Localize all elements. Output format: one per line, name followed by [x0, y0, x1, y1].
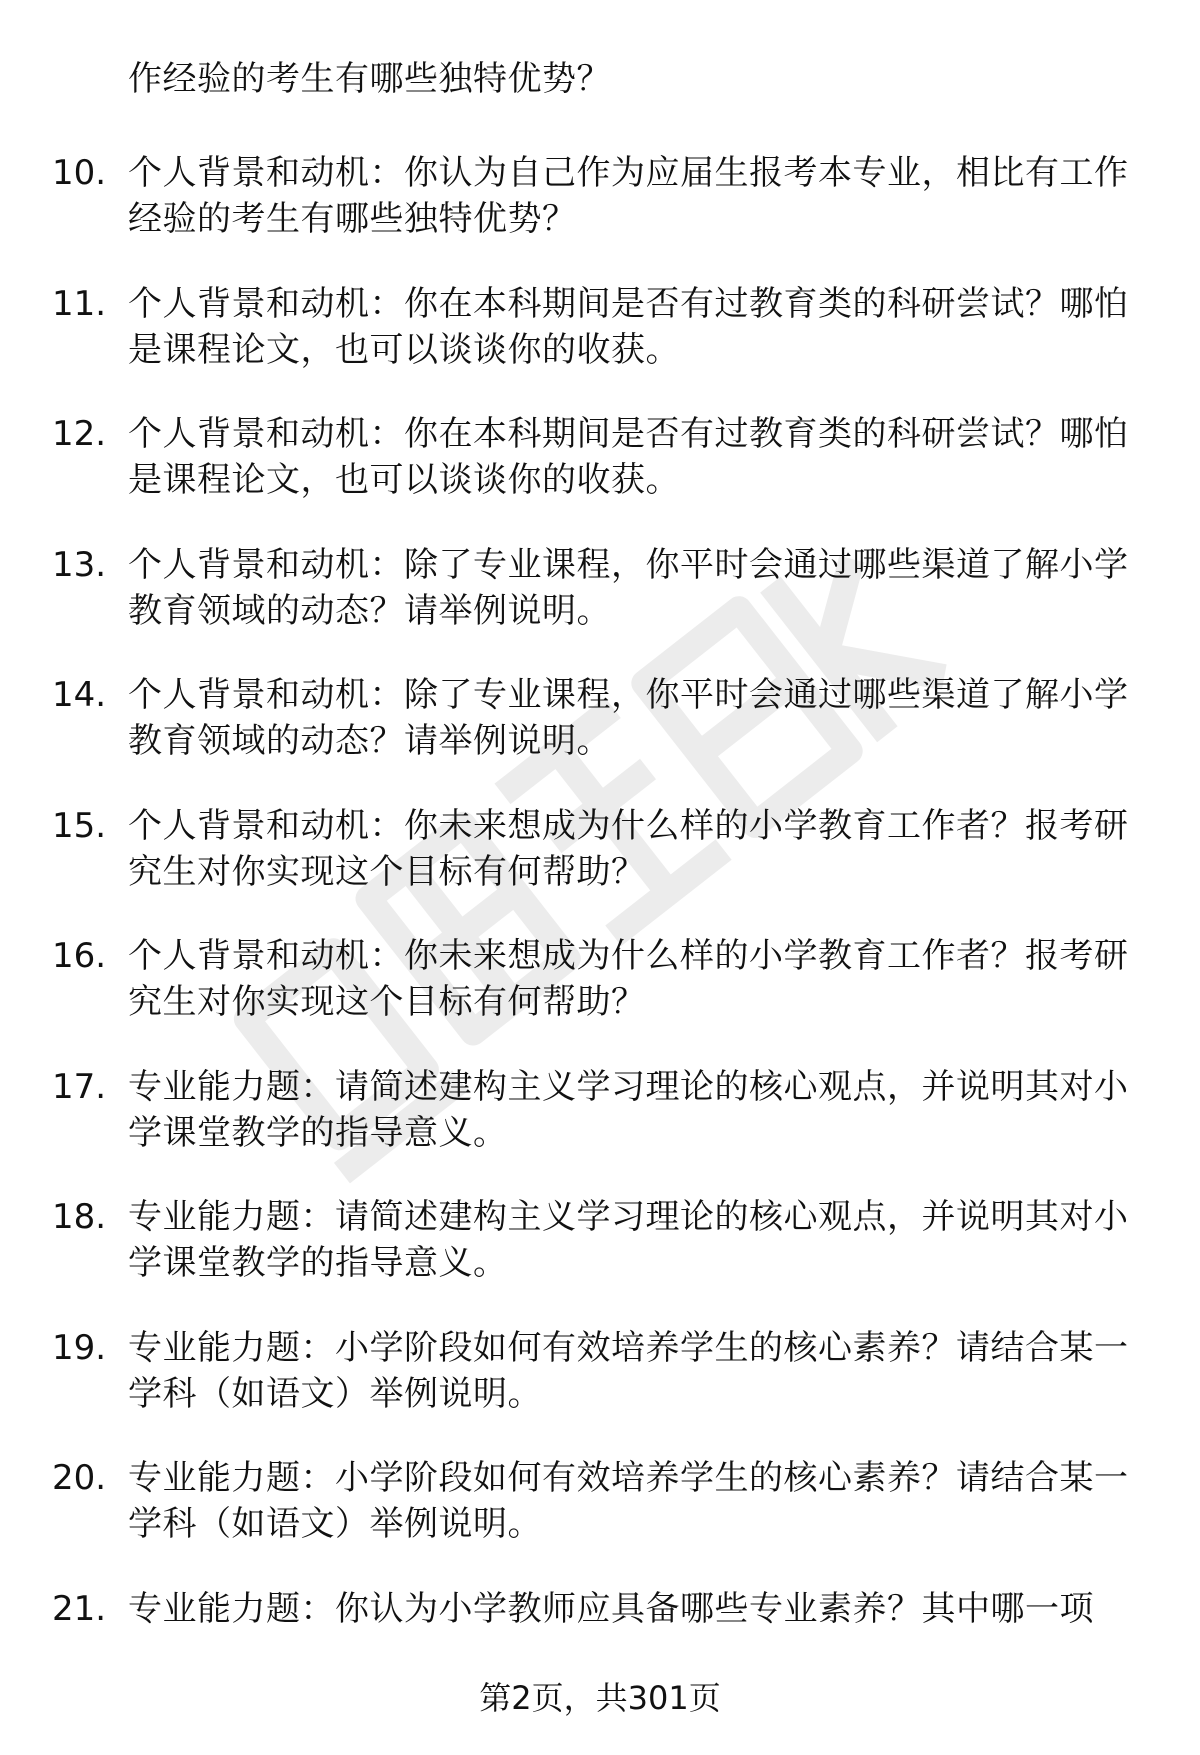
question-text: 个人背景和动机：你未来想成为什么样的小学教育工作者？报考研究生对你实现这个目标有何帮助？ [128, 805, 1129, 892]
question-number: 12. [52, 414, 107, 454]
continuation-text: 作经验的考生有哪些独特优势？ [128, 59, 611, 99]
list-item [0, 1315, 1200, 1425]
list-item [0, 1054, 1200, 1164]
list-item [0, 532, 1200, 642]
question-text: 专业能力题：小学阶段如何有效培养学生的核心素养？请结合某一学科（如语文）举例说明。 [128, 1458, 1129, 1544]
question-number: 19. [52, 1327, 107, 1368]
question-text: 专业能力题：请简述建构主义学习理论的核心观点，并说明其对小学课堂教学的指导意义。 [128, 1197, 1129, 1283]
question-text: 个人背景和动机：你认为自己作为应届生报考本专业，相比有工作经验的考生有哪些独特优势？ [128, 153, 1129, 239]
question-text: 专业能力题：请简述建构主义学习理论的核心观点，并说明其对小学课堂教学的指导意义。 [128, 1066, 1129, 1153]
question-number: 20. [52, 1458, 107, 1498]
question-text: 个人背景和动机：你在本科期间是否有过教育类的科研尝试？哪怕是课程论文，也可以谈谈你的收获。 [128, 414, 1129, 500]
list-item [0, 793, 1200, 903]
list-item [0, 1445, 1200, 1555]
question-number: 18. [52, 1197, 107, 1237]
list-item [0, 401, 1200, 511]
list-item [0, 140, 1200, 250]
question-text: 个人背景和动机：除了专业课程，你平时会通过哪些渠道了解小学教育领域的动态？请举例说明。 [128, 544, 1129, 631]
question-number: 15. [52, 805, 107, 846]
question-number: 21. [52, 1588, 107, 1629]
question-number: 10. [52, 153, 107, 193]
question-number: 13. [52, 544, 107, 585]
question-text: 专业能力题：你认为小学教师应具备哪些专业素养？其中哪一项 [128, 1588, 1094, 1629]
question-list [0, 140, 1200, 1706]
question-number: 11. [52, 283, 107, 324]
question-text: 个人背景和动机：你在本科期间是否有过教育类的科研尝试？哪怕是课程论文，也可以谈谈你的收获。 [128, 283, 1129, 370]
question-number: 17. [52, 1066, 107, 1107]
page-footer: 第2页，共301页 [479, 1679, 721, 1717]
question-text: 专业能力题：小学阶段如何有效培养学生的核心素养？请结合某一学科（如语文）举例说明。 [128, 1327, 1129, 1414]
question-text: 个人背景和动机：除了专业课程，你平时会通过哪些渠道了解小学教育领域的动态？请举例说明。 [128, 675, 1129, 761]
list-item [0, 271, 1200, 381]
question-number: 14. [52, 675, 107, 715]
question-number: 16. [52, 936, 107, 976]
list-item [0, 1184, 1200, 1294]
list-item [0, 662, 1200, 772]
list-item [0, 923, 1200, 1033]
question-text: 个人背景和动机：你未来想成为什么样的小学教育工作者？报考研究生对你实现这个目标有何帮助？ [128, 936, 1129, 1022]
list-item [0, 1576, 1200, 1686]
